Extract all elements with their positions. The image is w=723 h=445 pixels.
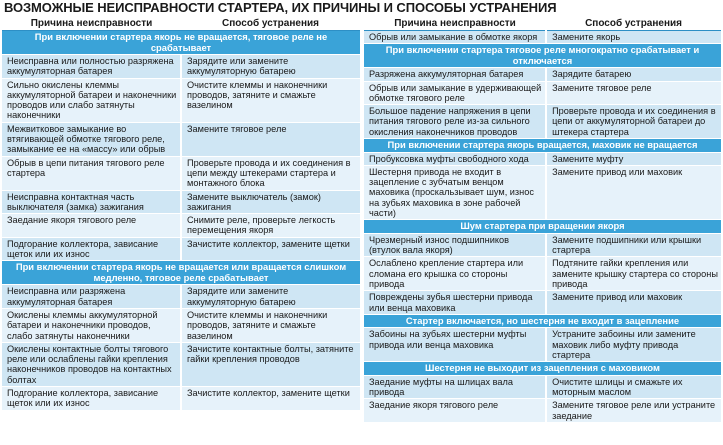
cause-cell: Заедание якоря тягового реле [364, 399, 546, 423]
cause-cell: Заедание муфты на шлицах вала привода [364, 375, 546, 399]
section-title: Шум стартера при вращении якоря [364, 220, 721, 234]
table-row [364, 105, 721, 139]
left-table-column [2, 17, 360, 411]
section-header-row [364, 220, 721, 234]
cause-cell: Шестерня привода не входит в зацепление с зубчатым венцом маховика (проскальзывает шум, износ на зубьях маховика в зоне рабочей части) [364, 165, 546, 219]
fix-cell: Зачистите коллектор, замените щетки [181, 387, 360, 411]
table-row [2, 190, 360, 214]
table-row [2, 387, 360, 411]
cause-cell: Заедание якоря тягового реле [2, 214, 181, 238]
header-cause: Причина неисправности [2, 17, 181, 31]
table-row [2, 122, 360, 156]
header-fix: Способ устранения [181, 17, 360, 31]
cause-cell: Окислены клеммы аккумуляторной батареи и наконечники проводов, слабо затянуты наконечники [2, 308, 181, 342]
table-row [364, 291, 721, 315]
fix-cell: Зарядите или замените аккумуляторную батарею [181, 285, 360, 309]
fix-cell: Замените выключатель (замок) зажигания [181, 190, 360, 214]
cause-cell: Межвитковое замыкание во втягивающей обмотке тягового реле, замыкание ее на «массу» или обрыв [2, 122, 181, 156]
cause-cell: Обрыв или замыкание в удерживающей обмотке тягового реле [364, 81, 546, 105]
section-header-row [364, 139, 721, 153]
section-title: Стартер включается, но шестерня не входит в зацепление [364, 314, 721, 328]
table-row [2, 342, 360, 386]
table-row [2, 237, 360, 261]
cause-cell: Забоины на зубьях шестерни муфты привода или венца маховика [364, 328, 546, 362]
cause-cell: Большое падение напряжения в цепи питания тягового реле из-за сильного окисления наконечников проводов [364, 105, 546, 139]
section-title: При включении стартера якорь вращается, маховик не вращается [364, 139, 721, 153]
fix-cell: Замените муфту [546, 152, 721, 165]
cause-cell: Чрезмерный износ подшипников (втулок вала якоря) [364, 233, 546, 257]
cause-cell: Обрыв в цепи питания тягового реле стартера [2, 156, 181, 190]
cause-cell: Неисправна или полностью разряжена аккумуляторная батарея [2, 55, 181, 79]
right-table [364, 17, 721, 423]
left-table-header [2, 17, 360, 31]
fix-cell: Замените тяговое реле [181, 122, 360, 156]
section-header-row [2, 261, 360, 285]
table-row [2, 156, 360, 190]
cause-cell: Повреждены зубья шестерни привода или венца маховика [364, 291, 546, 315]
section-header-row [364, 314, 721, 328]
cause-cell: Неисправна контактная часть выключателя (замка) зажигания [2, 190, 181, 214]
fix-cell: Замените привод или маховик [546, 165, 721, 219]
table-row [364, 152, 721, 165]
header-fix: Способ устранения [546, 17, 721, 31]
page-title: ВОЗМОЖНЫЕ НЕИСПРАВНОСТИ СТАРТЕРА, ИХ ПРИЧИНЫ И СПОСОБЫ УСТРАНЕНИЯ [4, 0, 557, 15]
cause-cell: Неисправна или разряжена аккумуляторная батарея [2, 285, 181, 309]
cause-cell: Сильно окислены клеммы аккумуляторной батареи и наконечники проводов или слабо затянуты наконечники [2, 78, 181, 122]
cause-cell: Ослаблено крепление стартера или сломана его крышка со стороны привода [364, 257, 546, 291]
section-header-row [2, 31, 360, 55]
cause-cell: Окислены контактные болты тягового реле или ослаблены гайки крепления наконечников проводов на контактных болтах [2, 342, 181, 386]
fix-cell: Проверьте провода и их соединения в цепи между штекерами стартера и монтажного блока [181, 156, 360, 190]
fix-cell: Проверьте провода и их соединения в цепи от аккумуляторной батареи до штекера стартера [546, 105, 721, 139]
cause-cell: Разряжена аккумуляторная батарея [364, 68, 546, 81]
table-row [364, 375, 721, 399]
table-row [2, 214, 360, 238]
fix-cell: Зачистите коллектор, замените щетки [181, 237, 360, 261]
fix-cell: Устраните забоины или замените маховик либо муфту привода стартера [546, 328, 721, 362]
section-title: Шестерня не выходит из зацепления с маховиком [364, 362, 721, 376]
cause-cell: Подгорание коллектора, зависание щеток или их износ [2, 387, 181, 411]
table-row [364, 399, 721, 423]
cause-cell: Обрыв или замыкание в обмотке якоря [364, 31, 546, 44]
table-row [364, 31, 721, 44]
right-table-column [364, 17, 721, 423]
fix-cell: Замените привод или маховик [546, 291, 721, 315]
table-row [2, 78, 360, 122]
table-row [364, 257, 721, 291]
cause-cell: Подгорание коллектора, зависание щеток или их износ [2, 237, 181, 261]
right-table-body [364, 31, 721, 423]
table-row [364, 68, 721, 81]
fix-cell: Замените подшипники или крышки стартера [546, 233, 721, 257]
fix-cell: Подтяните гайки крепления или замените крышку стартера со стороны привода [546, 257, 721, 291]
table-row [364, 81, 721, 105]
left-table-body [2, 31, 360, 411]
section-title: При включении стартера якорь не вращается, тяговое реле не срабатывает [2, 31, 360, 55]
fix-cell: Снимите реле, проверьте легкость перемещения якоря [181, 214, 360, 238]
left-table [2, 17, 360, 411]
section-header-row [364, 44, 721, 68]
section-title: При включении стартера якорь не вращается или вращается слишком медленно, тяговое реле срабатывает [2, 261, 360, 285]
fix-cell: Замените тяговое реле или устраните заедание [546, 399, 721, 423]
fix-cell: Зачистите контактные болты, затяните гайки крепления проводов [181, 342, 360, 386]
fix-cell: Очистите шлицы и смажьте их моторным маслом [546, 375, 721, 399]
table-row [364, 328, 721, 362]
right-table-header [364, 17, 721, 31]
section-title: При включении стартера тяговое реле многократно срабатывает и отключается [364, 44, 721, 68]
table-row [2, 285, 360, 309]
table-row [2, 308, 360, 342]
section-header-row [364, 362, 721, 376]
fix-cell: Зарядите батарею [546, 68, 721, 81]
fix-cell: Замените якорь [546, 31, 721, 44]
fix-cell: Очистите клеммы и наконечники проводов, затяните и смажьте вазелином [181, 78, 360, 122]
fix-cell: Зарядите или замените аккумуляторную батарею [181, 55, 360, 79]
table-row [2, 55, 360, 79]
fix-cell: Очистите клеммы и наконечники проводов, затяните и смажьте вазелином [181, 308, 360, 342]
fix-cell: Замените тяговое реле [546, 81, 721, 105]
table-row [364, 233, 721, 257]
table-row [364, 165, 721, 219]
cause-cell: Пробуксовка муфты свободного хода [364, 152, 546, 165]
header-cause: Причина неисправности [364, 17, 546, 31]
